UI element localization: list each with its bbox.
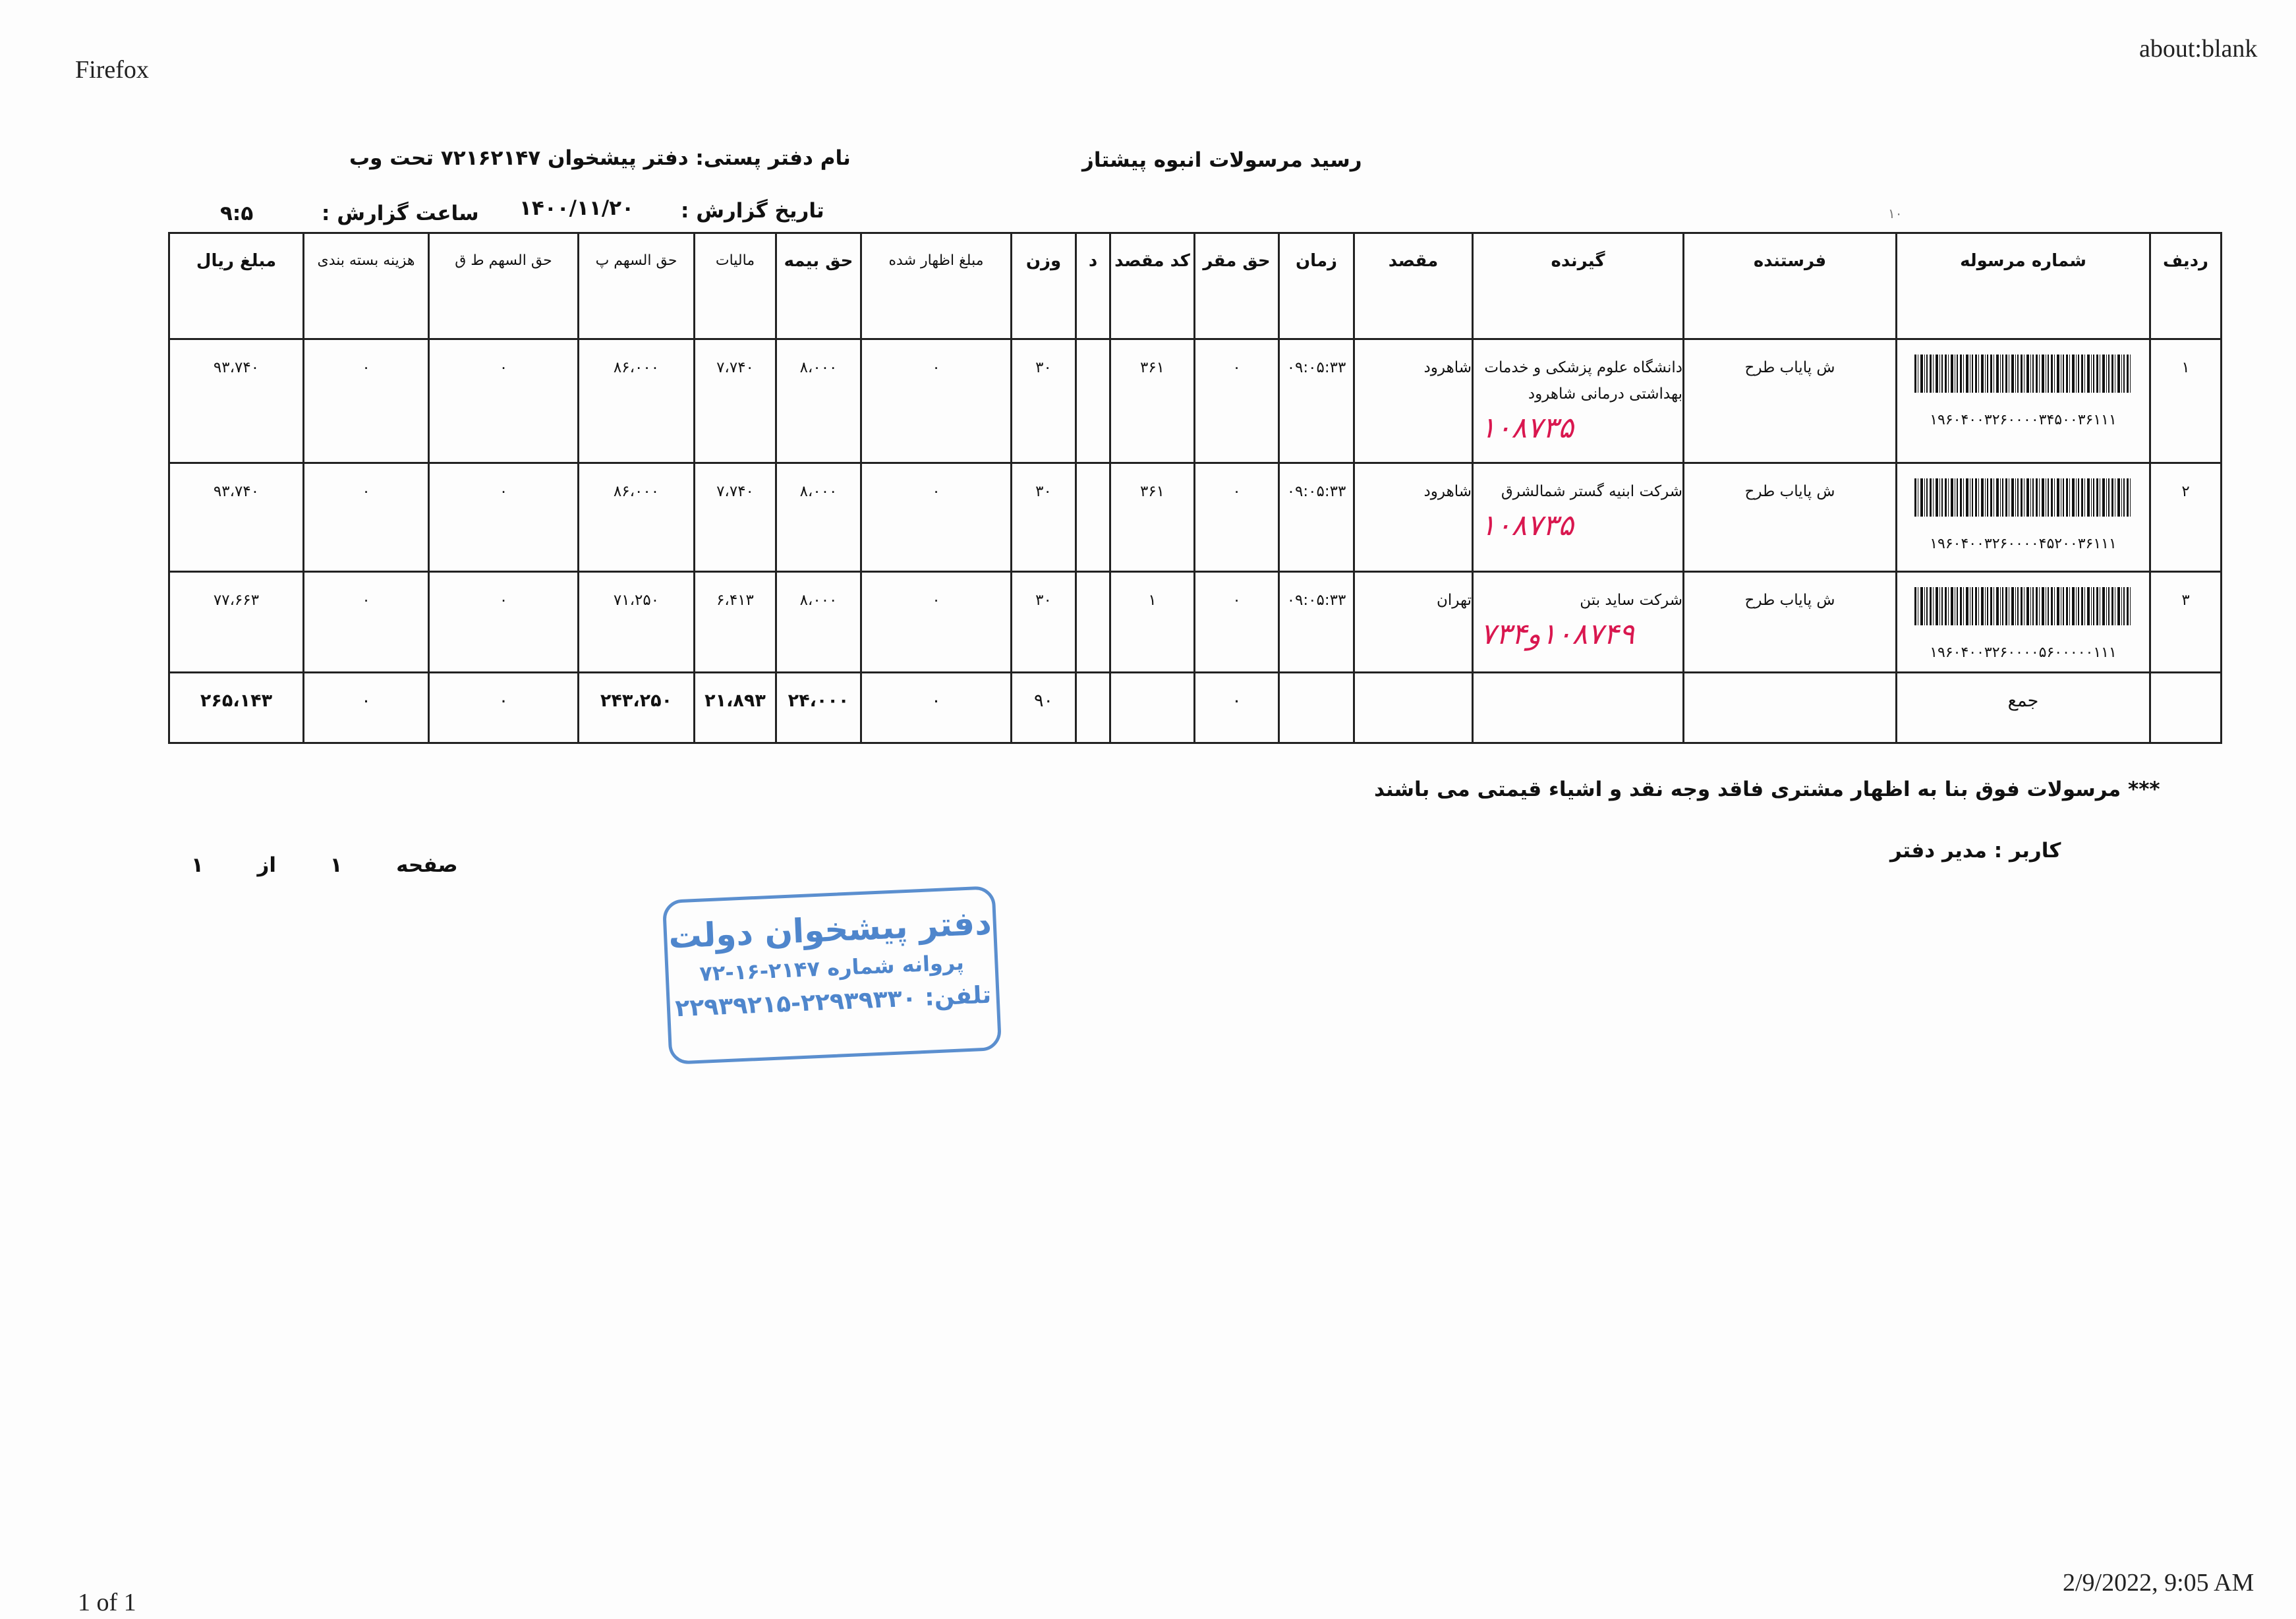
print-datetime: 2/9/2022, 9:05 AM [2063, 1569, 2254, 1597]
barcode-number: ۱۹۶۰۴۰۰۳۲۶۰۰۰۰۵۶۰۰۰۰۰۱۱۱ [1930, 644, 2117, 661]
packing-cell: ۰ [304, 463, 429, 572]
col-header-weight: وزن [1012, 233, 1076, 339]
totals-tax: ۲۱،۸۹۳ [695, 673, 776, 743]
destination-cell: شاهرود [1354, 339, 1473, 463]
d-cell [1076, 339, 1110, 463]
totals-weight: ۹۰ [1012, 673, 1076, 743]
insurance-cell: ۸،۰۰۰ [776, 572, 861, 673]
corner-mark: ۱۰ [1888, 206, 1903, 221]
totals-sender-cell [1684, 673, 1897, 743]
col-header-insurance: حق بیمه [776, 233, 861, 339]
totals-index-cell [2150, 673, 2222, 743]
share-p-cell: ۸۶،۰۰۰ [579, 339, 695, 463]
share-tq-cell: ۰ [429, 339, 579, 463]
page-label: صفحه [396, 853, 458, 877]
table-row [169, 339, 2222, 463]
weight-cell: ۳۰ [1012, 572, 1076, 673]
declared-cell: ۰ [861, 339, 1012, 463]
row-index: ۳ [2150, 572, 2222, 673]
col-header-declared: مبلغ اظهار شده [861, 233, 1012, 339]
tracking-cell [1897, 339, 2150, 463]
table-row [169, 463, 2222, 572]
handwritten-note: ۱۰۸۷۴۹و۷۳۴ [1480, 617, 1634, 651]
col-header-time: زمان [1279, 233, 1354, 339]
amount-cell: ۹۳،۷۴۰ [169, 463, 304, 572]
weight-cell: ۳۰ [1012, 339, 1076, 463]
col-header-index: ردیف [2150, 233, 2222, 339]
receiver-cell [1473, 463, 1684, 572]
col-header-dest-code: کد مقصد [1110, 233, 1195, 339]
row-index: ۲ [2150, 463, 2222, 572]
amount-cell: ۹۳،۷۴۰ [169, 339, 304, 463]
col-header-destination: مقصد [1354, 233, 1473, 339]
sender-cell: ش پایاب طرح [1684, 572, 1897, 673]
print-page-count: 1 of 1 [78, 1589, 136, 1616]
d-cell [1076, 463, 1110, 572]
haq-maqar-cell: ۰ [1195, 572, 1279, 673]
receiver-cell [1473, 339, 1684, 463]
col-header-tracking: شماره مرسوله [1897, 233, 2150, 339]
stamp-title: دفتر پیشخوان دولت [668, 903, 992, 956]
weight-cell: ۳۰ [1012, 463, 1076, 572]
user-label: کاربر : مدیر دفتر [1890, 839, 2061, 863]
totals-d-cell [1076, 673, 1110, 743]
report-title: رسید مرسولات انبوه پیشتاز [1082, 148, 1362, 172]
totals-receiver-cell [1473, 673, 1684, 743]
tax-cell: ۶،۴۱۳ [695, 572, 776, 673]
share-tq-cell: ۰ [429, 572, 579, 673]
col-header-tax: مالیات [695, 233, 776, 339]
handwritten-note: ۱۰۸۷۳۵ [1480, 411, 1574, 445]
col-header-packing: هزینه بسته بندی [304, 233, 429, 339]
receipt-table [168, 232, 2222, 744]
share-tq-cell: ۰ [429, 463, 579, 572]
totals-destination-cell [1354, 673, 1473, 743]
dest-code-cell: ۱ [1110, 572, 1195, 673]
stamp-phone: تلفن: ۲۲۹۳۹۳۳۰-۲۲۹۳۹۲۱۵ [674, 981, 992, 1023]
totals-share-tq: ۰ [429, 673, 579, 743]
col-header-share-tq: حق السهم ط ق [429, 233, 579, 339]
tax-cell: ۷،۷۴۰ [695, 339, 776, 463]
time-cell: ۰۹:۰۵:۳۳ [1279, 572, 1354, 673]
tracking-cell [1897, 572, 2150, 673]
barcode-number: ۱۹۶۰۴۰۰۳۲۶۰۰۰۰۳۴۵۰۰۳۶۱۱۱ [1930, 412, 2117, 428]
col-header-receiver: گیرنده [1473, 233, 1684, 339]
receiver-name: شرکت ابنیه گستر شمالشرق [1501, 483, 1682, 500]
sender-cell: ش پایاب طرح [1684, 463, 1897, 572]
report-date-label: تاریخ گزارش : [681, 199, 824, 223]
destination-cell: شاهرود [1354, 463, 1473, 572]
page-total: ۱ [191, 853, 204, 877]
d-cell [1076, 572, 1110, 673]
row-index: ۱ [2150, 339, 2222, 463]
dest-code-cell: ۳۶۱ [1110, 463, 1195, 572]
col-header-share-p: حق السهم پ [579, 233, 695, 339]
totals-declared: ۰ [861, 673, 1012, 743]
insurance-cell: ۸،۰۰۰ [776, 339, 861, 463]
page-current: ۱ [330, 853, 343, 877]
share-p-cell: ۷۱،۲۵۰ [579, 572, 695, 673]
totals-insurance: ۲۴،۰۰۰ [776, 673, 861, 743]
barcode-number: ۱۹۶۰۴۰۰۳۲۶۰۰۰۰۴۵۲۰۰۳۶۱۱۱ [1930, 536, 2117, 552]
declared-cell: ۰ [861, 572, 1012, 673]
tax-cell: ۷،۷۴۰ [695, 463, 776, 572]
office-stamp [662, 886, 1002, 1065]
declared-cell: ۰ [861, 463, 1012, 572]
totals-row [169, 673, 2222, 743]
haq-maqar-cell: ۰ [1195, 339, 1279, 463]
col-header-amount: مبلغ ریال [169, 233, 304, 339]
totals-label: جمع [1897, 673, 2150, 743]
barcode-image [1914, 355, 2132, 393]
totals-haq-maqar: ۰ [1195, 673, 1279, 743]
table-row [169, 572, 2222, 673]
totals-packing: ۰ [304, 673, 429, 743]
col-header-haq-maqar: حق مقر [1195, 233, 1279, 339]
col-header-d: د [1076, 233, 1110, 339]
destination-cell: تهران [1354, 572, 1473, 673]
col-header-sender: فرستنده [1684, 233, 1897, 339]
share-p-cell: ۸۶،۰۰۰ [579, 463, 695, 572]
receiver-name: شرکت ساید بتن [1580, 592, 1682, 609]
totals-amount: ۲۶۵،۱۴۳ [169, 673, 304, 743]
report-time-value: ۹:۵ [220, 202, 254, 225]
print-url: about:blank [2139, 35, 2258, 63]
page-of: از [257, 853, 276, 877]
packing-cell: ۰ [304, 339, 429, 463]
barcode-image [1914, 587, 2132, 625]
tracking-cell [1897, 463, 2150, 572]
dest-code-cell: ۳۶۱ [1110, 339, 1195, 463]
table-header-row [169, 233, 2222, 339]
totals-dest-code-cell [1110, 673, 1195, 743]
receiver-cell [1473, 572, 1684, 673]
report-date-value: ۱۴۰۰/۱۱/۲۰ [519, 196, 635, 220]
print-app-name: Firefox [75, 56, 149, 84]
sender-cell: ش پایاب طرح [1684, 339, 1897, 463]
totals-time-cell [1279, 673, 1354, 743]
packing-cell: ۰ [304, 572, 429, 673]
handwritten-note: ۱۰۸۷۳۵ [1480, 509, 1574, 542]
stamp-license: پروانه شماره ۲۱۴۷-۱۶-۷۲ [699, 950, 965, 986]
report-time-label: ساعت گزارش : [322, 202, 479, 225]
time-cell: ۰۹:۰۵:۳۳ [1279, 339, 1354, 463]
disclaimer-note: *** مرسولات فوق بنا به اظهار مشتری فاقد وجه نقد و اشیاء قیمتی می باشند [1374, 778, 2160, 801]
time-cell: ۰۹:۰۵:۳۳ [1279, 463, 1354, 572]
pagination [191, 853, 458, 877]
barcode-image [1914, 478, 2132, 517]
office-name: نام دفتر پستی: دفتر پیشخوان ۷۲۱۶۲۱۴۷ تحت وب [349, 146, 851, 170]
haq-maqar-cell: ۰ [1195, 463, 1279, 572]
receiver-name: دانشگاه علوم پزشکی و خدمات بهداشتی درمانی شاهرود [1484, 359, 1682, 403]
insurance-cell: ۸،۰۰۰ [776, 463, 861, 572]
amount-cell: ۷۷،۶۶۳ [169, 572, 304, 673]
totals-share-p: ۲۴۳،۲۵۰ [579, 673, 695, 743]
